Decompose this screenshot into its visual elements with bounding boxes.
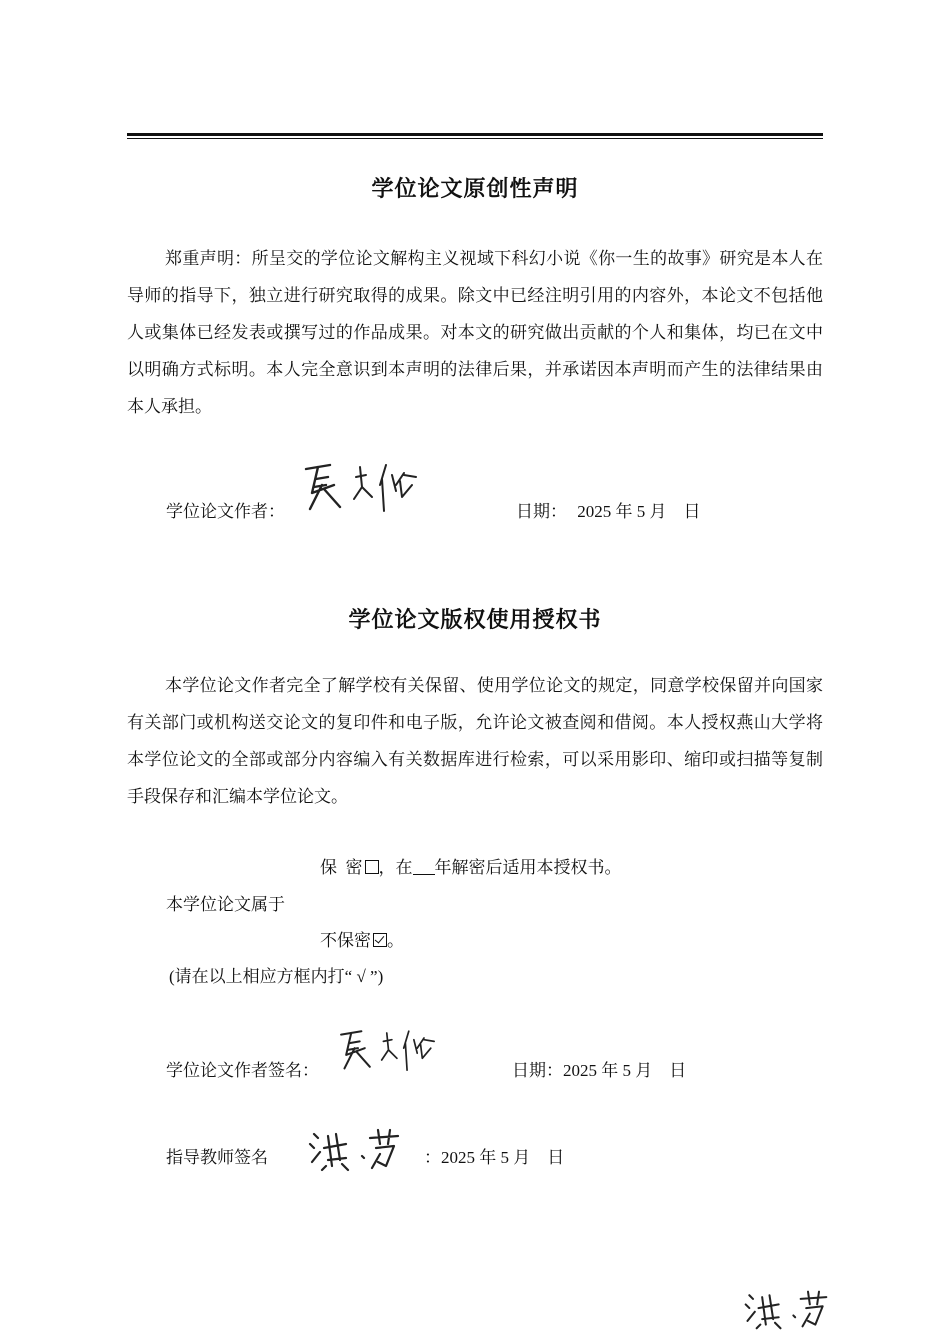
declaration-date-value: 2025 年 5 月 日: [577, 502, 701, 521]
nonsecret-suffix: 。: [387, 931, 404, 950]
check-instruction: (请在以上相应方框内打“ √ ”): [169, 967, 384, 986]
secret-checkbox[interactable]: [365, 860, 379, 874]
nonsecret-option: [320, 926, 404, 951]
author-date-value: 2025 年 5 月 日: [563, 1061, 687, 1080]
author-signature-2: [336, 1022, 446, 1076]
top-rule-thick: [127, 133, 823, 136]
secret-option: [320, 853, 622, 878]
advisor-date: ：2025 年 5 月 日: [424, 1148, 565, 1167]
nonsecret-checkbox[interactable]: [373, 933, 387, 947]
advisor-signature-2: [742, 1286, 830, 1332]
declaration-author-label: 学位论文作者：: [166, 502, 285, 521]
secret-years-blank[interactable]: [413, 860, 435, 875]
secret-suffix-b: 年解密后适用本授权书。: [434, 858, 622, 877]
belongs-label: 本学位论文属于: [166, 895, 285, 914]
top-rule-thin: [127, 138, 823, 139]
nonsecret-label: 不保密: [320, 931, 371, 950]
declaration-date-label: 日期：: [516, 502, 567, 521]
advisor-label: 指导教师签名: [166, 1148, 268, 1167]
declaration-title: 学位论文原创性声明: [371, 177, 579, 202]
advisor-signature-1: [306, 1126, 402, 1172]
author-sign-label: 学位论文作者签名：: [166, 1061, 319, 1080]
secret-suffix-a: ，在: [378, 858, 413, 877]
secret-label: 保 密: [320, 858, 363, 877]
authorization-title: 学位论文版权使用授权书: [348, 608, 602, 633]
author-date-label: 日期：: [512, 1061, 563, 1080]
declaration-body: 郑重声明：所呈交的学位论文解构主义视域下科幻小说《你一生的故事》研究是本人在导师的指导下，独立进行研究取得的成果。除文中已经注明引用的内容外，本论文不包括他人或集体已经发表或撰写过的作品成果。对本文的研究做出贡献的个人和集体，均已在文中以明确方式标明。本人完全意识到本声明的法律后果，并承诺因本声明而产生的法律结果由本人承担。: [127, 249, 823, 416]
author-signature-1: [300, 455, 430, 517]
authorization-body: 本学位论文作者完全了解学校有关保留、使用学位论文的规定，同意学校保留并向国家有关部门或机构送交论文的复印件和电子版，允许论文被查阅和借阅。本人授权燕山大学将本学位论文的全部或部分内容编入有关数据库进行检索，可以采用影印、缩印或扫描等复制手段保存和汇编本学位论文。: [127, 676, 823, 806]
